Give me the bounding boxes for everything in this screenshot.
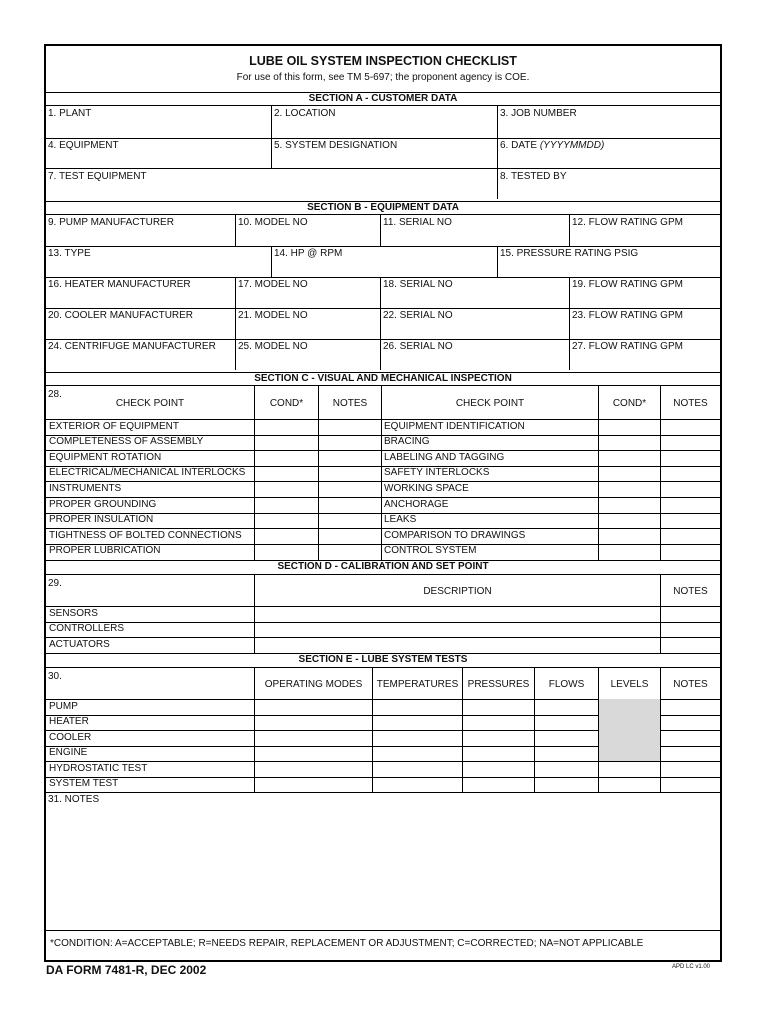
- check-point-left-item: PROPER INSULATION: [49, 514, 154, 526]
- flow-rating-27-label: 27. FLOW RATING GPM: [572, 341, 683, 352]
- notes-d-field[interactable]: [661, 637, 720, 653]
- notes-left-field[interactable]: [319, 481, 381, 497]
- check-point-right-item: COMPARISON TO DRAWINGS: [384, 529, 526, 541]
- description-field[interactable]: [255, 637, 660, 653]
- check-point-left-header: CHECK POINT: [115, 397, 185, 409]
- flow-rating-19-label: 19. FLOW RATING GPM: [572, 279, 683, 290]
- pump-manufacturer-label: 9. PUMP MANUFACTURER: [48, 217, 174, 228]
- serial-no-22-label: 22. SERIAL NO: [383, 310, 453, 321]
- levels-shaded-cell: [599, 699, 660, 715]
- lube-test-item: HEATER: [49, 716, 89, 727]
- cond-left-field[interactable]: [255, 528, 318, 544]
- check-point-left-item: PROPER LUBRICATION: [49, 545, 161, 557]
- section-a-heading: SECTION A - CUSTOMER DATA: [46, 92, 720, 106]
- operating-modes-field[interactable]: [255, 777, 372, 793]
- notes-right-field[interactable]: [661, 528, 720, 544]
- notes-left-field[interactable]: [319, 497, 381, 513]
- notes-right-field[interactable]: [661, 419, 720, 435]
- cond-right-header: COND*: [612, 397, 647, 409]
- cond-left-field[interactable]: [255, 497, 318, 513]
- check-point-right-item: LEAKS: [384, 514, 417, 526]
- operating-modes-field[interactable]: [255, 699, 372, 715]
- cond-left-field[interactable]: [255, 435, 318, 451]
- pressures-field[interactable]: [463, 777, 534, 793]
- section-e-number: 30.: [48, 671, 62, 682]
- levels-field[interactable]: [599, 777, 660, 793]
- notes-right-field[interactable]: [661, 497, 720, 513]
- flows-field[interactable]: [535, 730, 598, 746]
- operating-modes-field[interactable]: [255, 746, 372, 762]
- levels-shaded-cell: [599, 746, 660, 762]
- flows-field[interactable]: [535, 715, 598, 731]
- check-point-right-item: CONTROL SYSTEM: [384, 545, 477, 557]
- check-point-left-item: TIGHTNESS OF BOLTED CONNECTIONS: [49, 529, 242, 541]
- date-format-hint: (YYYYMMDD): [539, 140, 605, 151]
- notes-e-field[interactable]: [661, 730, 720, 746]
- flows-field[interactable]: [535, 761, 598, 777]
- cond-left-header: COND*: [269, 397, 304, 409]
- cond-left-field[interactable]: [255, 481, 318, 497]
- cooler-manufacturer-label: 20. COOLER MANUFACTURER: [48, 310, 194, 321]
- operating-modes-field[interactable]: [255, 761, 372, 777]
- calibration-item: CONTROLLERS: [49, 623, 125, 635]
- cond-left-field[interactable]: [255, 513, 318, 529]
- pressure-rating-label: 15. PRESSURE RATING PSIG: [500, 248, 639, 259]
- notes-d-header: NOTES: [673, 585, 708, 597]
- operating-modes-header: OPERATING MODES: [264, 678, 363, 690]
- form-id: DA FORM 7481-R, DEC 2002: [46, 963, 207, 977]
- form-subtitle: For use of this form, see TM 5-697; the proponent agency is COE.: [236, 72, 530, 83]
- calibration-item: ACTUATORS: [49, 638, 110, 650]
- cond-left-field[interactable]: [255, 450, 318, 466]
- check-point-left-item: INSTRUMENTS: [49, 482, 122, 494]
- notes-right-field[interactable]: [661, 481, 720, 497]
- notes-left-field[interactable]: [319, 450, 381, 466]
- flows-field[interactable]: [535, 699, 598, 715]
- condition-legend: *CONDITION: A=ACCEPTABLE; R=NEEDS REPAIR, REPLACEMENT OR ADJUSTMENT; C=CORRECTED; NA=NOT APPLICABLE: [50, 938, 644, 949]
- cond-right-field[interactable]: [599, 435, 660, 451]
- flows-field[interactable]: [535, 777, 598, 793]
- model-no-10-label: 10. MODEL NO: [238, 217, 308, 228]
- serial-no-26-label: 26. SERIAL NO: [383, 341, 453, 352]
- notes-left-field[interactable]: [319, 419, 381, 435]
- check-point-left-item: PROPER GROUNDING: [49, 498, 157, 510]
- lube-test-item: ENGINE: [49, 747, 88, 758]
- check-point-right-item: EQUIPMENT IDENTIFICATION: [384, 420, 525, 432]
- flow-rating-23-label: 23. FLOW RATING GPM: [572, 310, 683, 321]
- tested-by-field[interactable]: [498, 181, 720, 199]
- description-header: DESCRIPTION: [423, 585, 492, 597]
- temperatures-field[interactable]: [373, 730, 462, 746]
- cond-right-field[interactable]: [599, 513, 660, 529]
- lube-test-item: PUMP: [49, 700, 78, 712]
- levels-shaded-cell: [599, 715, 660, 731]
- location-field[interactable]: [272, 118, 497, 138]
- check-point-right-item: ANCHORAGE: [384, 498, 449, 510]
- system-designation-field[interactable]: [272, 150, 497, 168]
- check-point-right-item: WORKING SPACE: [384, 482, 469, 494]
- pressures-field[interactable]: [463, 761, 534, 777]
- check-point-left-item: EXTERIOR OF EQUIPMENT: [49, 420, 180, 432]
- system-designation-label: 5. SYSTEM DESIGNATION: [274, 140, 398, 151]
- notes-right-field[interactable]: [661, 544, 720, 560]
- notes-e-field[interactable]: [661, 746, 720, 762]
- flows-header: FLOWS: [548, 678, 585, 690]
- notes-left-field[interactable]: [319, 544, 381, 560]
- pressures-field[interactable]: [463, 730, 534, 746]
- notes-e-field[interactable]: [661, 777, 720, 793]
- model-no-17-label: 17. MODEL NO: [238, 279, 308, 290]
- date-field[interactable]: [498, 150, 720, 168]
- model-no-21-label: 21. MODEL NO: [238, 310, 308, 321]
- levels-field[interactable]: [599, 761, 660, 777]
- check-point-left-item: COMPLETENESS OF ASSEMBLY: [49, 436, 204, 448]
- cond-right-field[interactable]: [599, 481, 660, 497]
- flow-rating-12-label: 12. FLOW RATING GPM: [572, 217, 683, 228]
- levels-shaded-cell: [599, 730, 660, 746]
- notes-e-header: NOTES: [673, 678, 708, 690]
- levels-header: LEVELS: [610, 678, 649, 690]
- temperatures-field[interactable]: [373, 761, 462, 777]
- check-point-right-item: SAFETY INTERLOCKS: [384, 467, 490, 479]
- cond-left-field[interactable]: [255, 419, 318, 435]
- description-field[interactable]: [255, 622, 660, 638]
- operating-modes-field[interactable]: [255, 730, 372, 746]
- serial-no-11-label: 11. SERIAL NO: [383, 217, 452, 228]
- notes-right-header: NOTES: [673, 397, 708, 409]
- inspection-form: [44, 44, 722, 962]
- serial-no-18-label: 18. SERIAL NO: [383, 279, 453, 290]
- section-c-heading: SECTION C - VISUAL AND MECHANICAL INSPECTION: [46, 372, 720, 386]
- temperatures-field[interactable]: [373, 777, 462, 793]
- operating-modes-field[interactable]: [255, 715, 372, 731]
- notes-d-field[interactable]: [661, 622, 720, 638]
- notes-31-field[interactable]: [46, 804, 720, 930]
- section-c-number: 28.: [48, 389, 62, 400]
- pressures-header: PRESSURES: [467, 678, 530, 690]
- heater-manufacturer-label: 16. HEATER MANUFACTURER: [48, 279, 191, 290]
- section-e-heading: SECTION E - LUBE SYSTEM TESTS: [46, 653, 720, 668]
- cond-right-field[interactable]: [599, 419, 660, 435]
- notes-right-field[interactable]: [661, 466, 720, 482]
- notes-right-field[interactable]: [661, 435, 720, 451]
- section-d-heading: SECTION D - CALIBRATION AND SET POINT: [46, 560, 720, 575]
- notes-31-label: 31. NOTES: [48, 794, 100, 805]
- pressures-field[interactable]: [463, 746, 534, 762]
- location-label: 2. LOCATION: [274, 108, 336, 119]
- equipment-field[interactable]: [46, 150, 271, 168]
- pressures-field[interactable]: [463, 699, 534, 715]
- cond-right-field[interactable]: [599, 450, 660, 466]
- cond-right-field[interactable]: [599, 497, 660, 513]
- notes-right-field[interactable]: [661, 513, 720, 529]
- cond-right-field[interactable]: [599, 466, 660, 482]
- notes-left-field[interactable]: [319, 466, 381, 482]
- pressures-field[interactable]: [463, 715, 534, 731]
- test-equipment-field[interactable]: [46, 181, 497, 199]
- version-label: APD LC v1.00: [672, 964, 711, 970]
- notes-left-field[interactable]: [319, 435, 381, 451]
- notes-e-field[interactable]: [661, 761, 720, 777]
- notes-left-field[interactable]: [319, 528, 381, 544]
- job-number-field[interactable]: [498, 118, 720, 138]
- cond-right-field[interactable]: [599, 528, 660, 544]
- notes-left-field[interactable]: [319, 513, 381, 529]
- notes-e-field[interactable]: [661, 715, 720, 731]
- calibration-item: SENSORS: [49, 607, 98, 619]
- type-label: 13. TYPE: [48, 248, 91, 259]
- test-equipment-label: 7. TEST EQUIPMENT: [48, 171, 147, 182]
- row-divider: [46, 792, 720, 793]
- temperatures-field[interactable]: [373, 746, 462, 762]
- section-b-heading: SECTION B - EQUIPMENT DATA: [46, 201, 720, 215]
- lube-test-item: HYDROSTATIC TEST: [49, 762, 148, 774]
- notes-left-header: NOTES: [332, 397, 368, 409]
- form-title: LUBE OIL SYSTEM INSPECTION CHECKLIST: [249, 54, 517, 68]
- model-no-25-label: 25. MODEL NO: [238, 341, 308, 352]
- description-field[interactable]: [255, 606, 660, 622]
- lube-test-item: COOLER: [49, 731, 92, 743]
- temperatures-header: TEMPERATURES: [376, 678, 459, 690]
- plant-label: 1. PLANT: [48, 108, 92, 119]
- check-point-left-item: EQUIPMENT ROTATION: [49, 451, 162, 463]
- lube-test-item: SYSTEM TEST: [49, 778, 119, 789]
- equipment-label: 4. EQUIPMENT: [48, 140, 119, 151]
- cond-right-field[interactable]: [599, 544, 660, 560]
- tested-by-label: 8. TESTED BY: [500, 171, 567, 182]
- temperatures-field[interactable]: [373, 699, 462, 715]
- date-label-text: 6. DATE: [500, 140, 538, 151]
- plant-field[interactable]: [46, 118, 271, 138]
- notes-d-field[interactable]: [661, 606, 720, 622]
- check-point-right-item: BRACING: [384, 436, 430, 448]
- flows-field[interactable]: [535, 746, 598, 762]
- section-d-number: 29.: [48, 578, 62, 589]
- centrifuge-manufacturer-label: 24. CENTRIFUGE MANUFACTURER: [48, 341, 216, 352]
- check-point-right-header: CHECK POINT: [455, 397, 525, 409]
- notes-right-field[interactable]: [661, 450, 720, 466]
- temperatures-field[interactable]: [373, 715, 462, 731]
- notes-e-field[interactable]: [661, 699, 720, 715]
- check-point-left-item: ELECTRICAL/MECHANICAL INTERLOCKS: [49, 467, 246, 479]
- cond-left-field[interactable]: [255, 544, 318, 560]
- job-number-label: 3. JOB NUMBER: [500, 108, 577, 119]
- cond-left-field[interactable]: [255, 466, 318, 482]
- hp-rpm-label: 14. HP @ RPM: [274, 248, 343, 259]
- check-point-right-item: LABELING AND TAGGING: [384, 451, 505, 463]
